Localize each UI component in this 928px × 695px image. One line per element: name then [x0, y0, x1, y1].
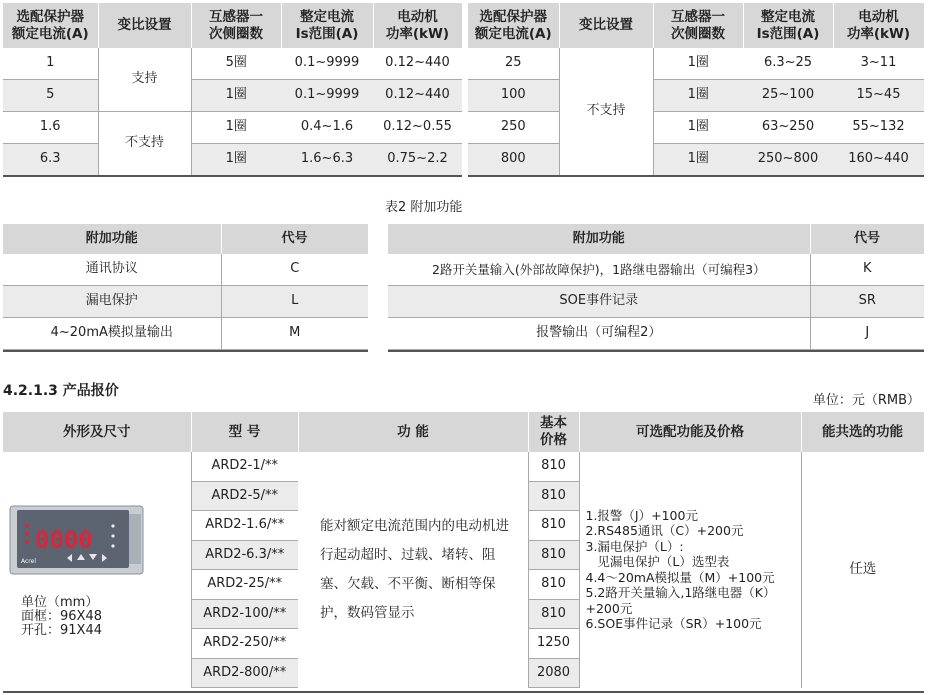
header-setting-range: 整定电流 Is范围(A) [281, 3, 373, 48]
setting-range: 6.3~25 [743, 48, 833, 80]
header-code: 代号 [810, 224, 924, 254]
table-row [468, 48, 924, 80]
header-ct-turns: 互感器一 次侧圈数 [653, 3, 743, 48]
header-model: 型 号 [191, 412, 298, 452]
ct-turns: 1圈 [191, 112, 281, 144]
setting-range: 25~100 [743, 80, 833, 112]
header-shape: 外形及尺寸 [3, 412, 191, 452]
motor-power: 15~45 [833, 80, 924, 112]
base-price: 810 [528, 452, 579, 481]
ct-turns: 1圈 [653, 112, 743, 144]
table-bottom-rule [468, 175, 924, 177]
table-row [468, 80, 924, 112]
motor-power: 160~440 [833, 144, 924, 176]
combo-cell: 任选 [849, 561, 877, 578]
table-row [3, 48, 462, 80]
header-options: 可选配功能及价格 [579, 412, 801, 452]
table-header-row [3, 412, 924, 452]
table-header-row [468, 3, 924, 48]
header-rated-current: 选配保护器 额定电流(A) [468, 3, 559, 48]
addon-function: 漏电保护 [3, 286, 221, 318]
table-row [388, 318, 924, 350]
rated-current: 5 [3, 80, 98, 112]
motor-power: 0.12~0.55 [373, 112, 462, 144]
ratio-setting: 不支持 [559, 48, 653, 176]
ct-turns: 1圈 [653, 80, 743, 112]
ct-turns: 1圈 [653, 144, 743, 176]
option-item: 5.2路开关量输入,1路继电器（K） [585, 585, 776, 601]
current-spec-table-left [3, 3, 463, 176]
rated-current: 1 [3, 48, 98, 80]
model: ARD2-5/** [191, 481, 298, 511]
table-bottom-rule [3, 350, 368, 352]
header-ratio-setting: 变比设置 [559, 3, 653, 48]
rated-current: 6.3 [3, 144, 98, 176]
header-addon-function: 附加功能 [3, 224, 221, 254]
header-motor-power: 电动机 功率(kW) [833, 3, 924, 48]
table-header-row [388, 224, 924, 254]
motor-power: 0.12~440 [373, 48, 462, 80]
dims-cutout: 开孔：91X44 [21, 623, 102, 638]
dims-unit: 单位（mm） [21, 595, 99, 610]
motor-power: 3~11 [833, 48, 924, 80]
addon-code: K [810, 254, 924, 286]
setting-range: 250~800 [743, 144, 833, 176]
addon-table-left [3, 224, 369, 350]
addon-function: SOE事件记录 [388, 286, 810, 318]
table-row [3, 318, 368, 350]
function-description: 能对额定电流范围内的电动机进行起动超时、过载、堵转、阻塞、欠载、不平衡、断相等保护，数码管显示 [320, 517, 509, 621]
addon-code: C [221, 254, 368, 286]
table-bottom-rule [388, 350, 924, 352]
header-function: 功 能 [298, 412, 528, 452]
table-row [468, 144, 924, 176]
addon-code: SR [810, 286, 924, 318]
device-display: 0000 [35, 526, 93, 554]
option-item: +200元 [585, 600, 633, 616]
model: ARD2-100/** [191, 599, 298, 629]
header-base-price: 基本 价格 [528, 412, 579, 452]
table-row [3, 144, 462, 176]
table-row [388, 286, 924, 318]
table-row [3, 452, 924, 481]
table-header-row [3, 224, 368, 254]
option-item: 1.报警（J）+100元 [585, 507, 698, 523]
setting-range: 0.1~9999 [281, 48, 373, 80]
ct-turns: 1圈 [653, 48, 743, 80]
table-row [388, 254, 924, 286]
header-rated-current: 选配保护器 额定电流(A) [3, 3, 98, 48]
table-header-row [3, 3, 462, 48]
motor-power: 0.12~440 [373, 80, 462, 112]
addon-function: 2路开关量输入(外部故障保护)，1路继电器输出（可编程3） [388, 254, 810, 286]
current-spec-table-right [468, 3, 925, 176]
shape-cell [3, 452, 191, 688]
base-price: 810 [528, 511, 579, 541]
table-row [3, 254, 368, 286]
header-setting-range: 整定电流 Is范围(A) [743, 3, 833, 48]
device-brand: Acrel [21, 558, 36, 565]
ratio-setting: 支持 [98, 48, 191, 112]
table-row [3, 80, 462, 112]
addon-code: L [221, 286, 368, 318]
dims-panel: 面框：96X48 [21, 609, 102, 624]
model: ARD2-800/** [191, 658, 298, 688]
addon-code: M [221, 318, 368, 350]
ratio-setting: 不支持 [98, 112, 191, 176]
currency-unit-note: 单位：元（RMB） [812, 393, 920, 408]
setting-range: 0.4~1.6 [281, 112, 373, 144]
addon-table-right [388, 224, 925, 350]
addon-function: 通讯协议 [3, 254, 221, 286]
table-row [468, 112, 924, 144]
motor-power: 0.75~2.2 [373, 144, 462, 176]
addon-code: J [810, 318, 924, 350]
header-addon-function: 附加功能 [388, 224, 810, 254]
model: ARD2-25/** [191, 570, 298, 600]
option-item: 2.RS485通讯（C）+200元 [585, 523, 744, 539]
header-ratio-setting: 变比设置 [98, 3, 191, 48]
base-price: 810 [528, 540, 579, 570]
model: ARD2-6.3/** [191, 540, 298, 570]
model: ARD2-250/** [191, 629, 298, 659]
setting-range: 0.1~9999 [281, 80, 373, 112]
option-item: 见漏电保护（L）选型表 [585, 554, 730, 570]
table-bottom-rule [3, 691, 924, 693]
ct-turns: 5圈 [191, 48, 281, 80]
table-row [3, 286, 368, 318]
model: ARD2-1.6/** [191, 511, 298, 541]
model: ARD2-1/** [191, 452, 298, 481]
rated-current: 25 [468, 48, 559, 80]
motor-power: 55~132 [833, 112, 924, 144]
options-list [579, 452, 801, 688]
ct-turns: 1圈 [191, 80, 281, 112]
table-bottom-rule [3, 175, 462, 177]
rated-current: 800 [468, 144, 559, 176]
header-combo: 能共选的功能 [801, 412, 924, 452]
section-title: 4.2.1.3 产品报价 [3, 383, 119, 399]
base-price: 810 [528, 599, 579, 629]
table2-caption: 表2 附加功能 [385, 200, 463, 215]
ct-turns: 1圈 [191, 144, 281, 176]
header-motor-power: 电动机 功率(kW) [373, 3, 462, 48]
device-image [9, 504, 144, 576]
rated-current: 1.6 [3, 112, 98, 144]
header-ct-turns: 互感器一 次侧圈数 [191, 3, 281, 48]
base-price: 810 [528, 570, 579, 600]
rated-current: 250 [468, 112, 559, 144]
option-item: 3.漏电保护（L）: [585, 538, 684, 554]
rated-current: 100 [468, 80, 559, 112]
base-price: 1250 [528, 629, 579, 659]
option-item: 6.SOE事件记录（SR）+100元 [585, 616, 762, 632]
header-code: 代号 [221, 224, 368, 254]
base-price: 810 [528, 481, 579, 511]
table-row [3, 112, 462, 144]
setting-range: 1.6~6.3 [281, 144, 373, 176]
base-price: 2080 [528, 658, 579, 688]
setting-range: 63~250 [743, 112, 833, 144]
addon-function: 报警输出（可编程2） [388, 318, 810, 350]
addon-function: 4~20mA模拟量输出 [3, 318, 221, 350]
option-item: 4.4～20mA模拟量（M）+100元 [585, 569, 775, 585]
price-table [3, 412, 925, 688]
dimensions [21, 596, 102, 638]
